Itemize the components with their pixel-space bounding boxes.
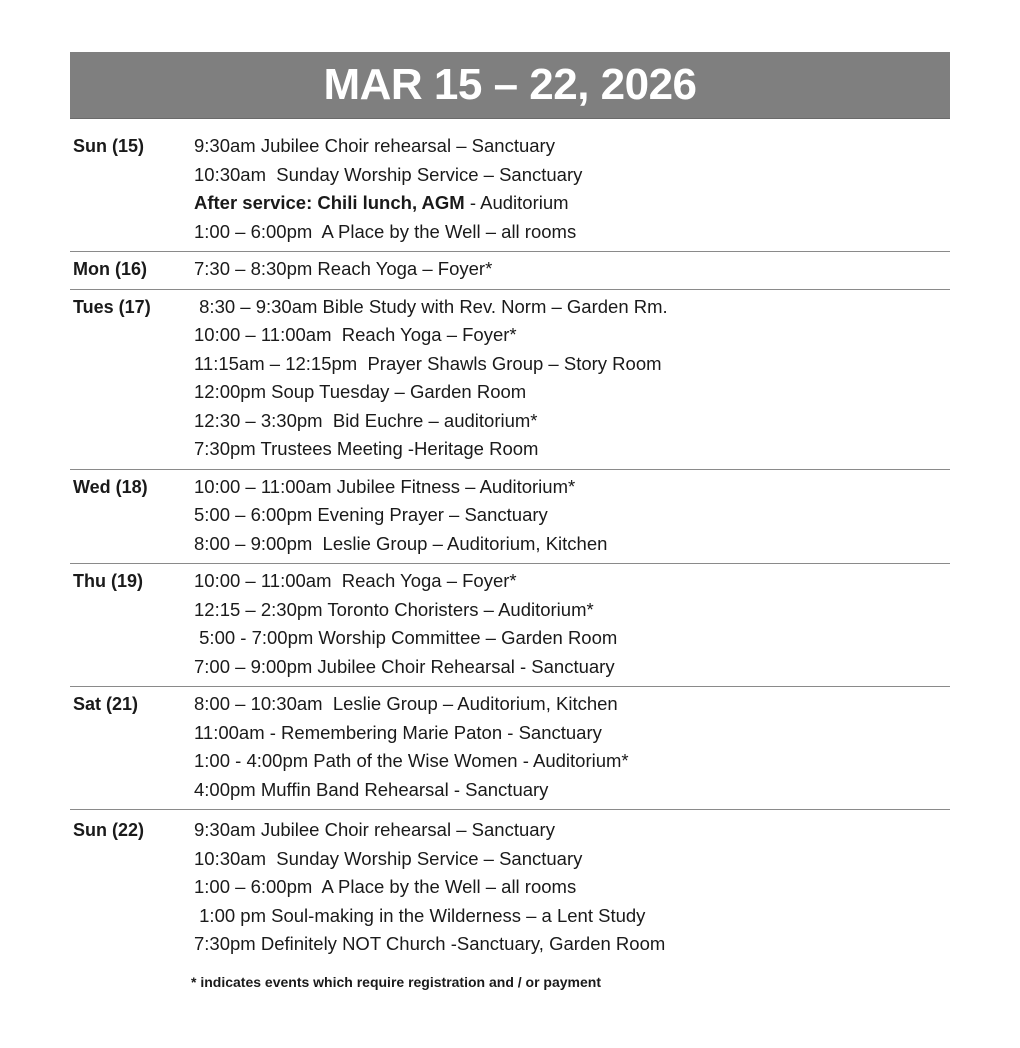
- event-item: [194, 161, 950, 190]
- event-item: [194, 293, 950, 322]
- event-text: 1:00 - 4:00pm Path of the Wise Women - Auditorium*: [194, 750, 629, 771]
- event-text: 5:00 – 6:00pm Evening Prayer – Sanctuary: [194, 504, 548, 525]
- event-item: [194, 435, 950, 464]
- event-item: [194, 255, 950, 284]
- title-banner: [70, 52, 950, 119]
- event-text: 12:15 – 2:30pm Toronto Choristers – Auditorium*: [194, 598, 594, 620]
- event-list: [194, 567, 950, 681]
- event-item: [194, 653, 950, 682]
- event-text: 1:00 – 6:00pm A Place by the Well – all rooms: [194, 220, 577, 242]
- day-label: Sat (21): [73, 694, 139, 714]
- event-text: 1:00 – 6:00pm A Place by the Well – all rooms: [194, 876, 577, 897]
- event-item: [194, 596, 950, 625]
- event-text: 4:00pm Muffin Band Rehearsal - Sanctuary: [194, 778, 549, 800]
- schedule: [70, 118, 950, 964]
- event-list: [194, 132, 950, 246]
- event-text: 10:30am Sunday Worship Service – Sanctuary: [194, 163, 583, 185]
- event-text: 9:30am Jubilee Choir rehearsal – Sanctuary: [194, 819, 555, 840]
- event-text: - Auditorium: [464, 192, 569, 213]
- event-item: [194, 132, 950, 161]
- event-item: [194, 902, 950, 931]
- event-text: 12:00pm Soup Tuesday – Garden Room: [194, 381, 527, 402]
- event-text: 10:00 – 11:00am Jubilee Fitness – Auditorium*: [194, 475, 576, 497]
- day-section: [70, 252, 950, 290]
- event-text: 7:30 – 8:30pm Reach Yoga – Foyer*: [194, 258, 493, 279]
- day-section: [70, 564, 950, 687]
- event-text: 1:00 pm Soul-making in the Wilderness – a Lent Study: [194, 904, 646, 926]
- event-text: 10:30am Sunday Worship Service – Sanctuary: [194, 847, 583, 869]
- day-label: Tues (17): [73, 296, 151, 317]
- event-list: [194, 816, 950, 959]
- event-item: [194, 690, 950, 719]
- event-item: [194, 407, 950, 436]
- event-list: [194, 255, 950, 284]
- event-list: [194, 473, 950, 559]
- event-highlight: After service: Chili lunch, AGM: [194, 192, 465, 213]
- day-section: [70, 810, 950, 964]
- event-text: 7:30pm Trustees Meeting -Heritage Room: [194, 438, 539, 459]
- event-item: [194, 189, 950, 218]
- event-item: [194, 930, 950, 959]
- event-list: [194, 690, 950, 804]
- event-text: 7:30pm Definitely NOT Church -Sanctuary, Garden Room: [194, 933, 666, 954]
- event-item: [194, 501, 950, 530]
- event-text: 5:00 - 7:00pm Worship Committee – Garden Room: [194, 627, 618, 648]
- day-label: Thu (19): [73, 571, 143, 591]
- event-text: 9:30am Jubilee Choir rehearsal – Sanctuary: [194, 135, 555, 156]
- footnote: * indicates events which require registration and / or payment: [191, 974, 601, 990]
- event-item: [194, 776, 950, 805]
- event-text: 10:00 – 11:00am Reach Yoga – Foyer*: [194, 324, 517, 345]
- day-section: [70, 118, 950, 252]
- event-text: 10:00 – 11:00am Reach Yoga – Foyer*: [194, 570, 517, 591]
- event-item: [194, 624, 950, 653]
- event-text: 12:30 – 3:30pm Bid Euchre – auditorium*: [194, 409, 538, 431]
- event-text: 8:00 – 9:00pm Leslie Group – Auditorium, Kitchen: [194, 532, 608, 554]
- day-label: Sun (22): [73, 820, 145, 840]
- event-list: [194, 293, 950, 464]
- day-label: Sun (15): [73, 136, 145, 156]
- page-title: MAR 15 – 22, 2026: [323, 60, 697, 109]
- event-item: [194, 350, 950, 379]
- event-item: [194, 816, 950, 845]
- day-label: Wed (18): [73, 476, 148, 497]
- day-section: [70, 470, 950, 565]
- event-item: [194, 378, 950, 407]
- day-section: [70, 290, 950, 470]
- event-item: [194, 873, 950, 902]
- event-item: [194, 719, 950, 748]
- day-section: [70, 687, 950, 810]
- event-item: [194, 747, 950, 776]
- event-item: [194, 321, 950, 350]
- event-text: 11:15am – 12:15pm Prayer Shawls Group – Story Room: [194, 352, 662, 374]
- day-label: Mon (16): [73, 259, 147, 279]
- event-item: [194, 218, 950, 247]
- event-item: [194, 567, 950, 596]
- event-text: 11:00am - Remembering Marie Paton - Sanctuary: [194, 721, 602, 743]
- event-item: [194, 845, 950, 874]
- event-text: 7:00 – 9:00pm Jubilee Choir Rehearsal - Sanctuary: [194, 655, 615, 677]
- event-text: 8:30 – 9:30am Bible Study with Rev. Norm – Garden Rm.: [194, 295, 668, 317]
- event-item: [194, 473, 950, 502]
- event-text: 8:00 – 10:30am Leslie Group – Auditorium, Kitchen: [194, 693, 618, 714]
- event-item: [194, 530, 950, 559]
